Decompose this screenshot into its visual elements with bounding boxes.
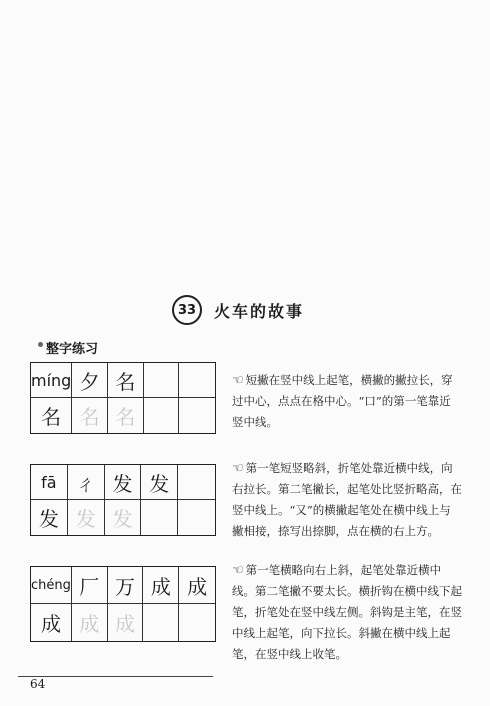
stroke-step: 发 [149, 471, 170, 496]
model-char: 名 [41, 405, 62, 429]
tip-text: 第一笔横略向右上斜，起笔处靠近横中线。第二笔撇不要太长。横折钩在横中线下起笔，折笔处在竖中线左侧。斜钩是主笔，在竖中线上起笔，向下拉长。斜撇在横中线上起笔，在竖中线上收笔。 [232, 563, 462, 661]
tip-text: 短撇在竖中线上起笔，横撇的撇拉长，穿过中心，点点在格中心。“口”的第一笔靠近竖中线。 [232, 373, 453, 429]
pinyin-text: fā [41, 472, 57, 492]
bullet-icon [38, 342, 43, 347]
pinyin-text: míng [31, 370, 72, 390]
writing-tip-fa [232, 458, 462, 542]
blank-cell[interactable] [143, 604, 179, 641]
stroke-step: ㄔ [75, 471, 96, 496]
stroke-cell [68, 465, 105, 500]
stroke-cell [141, 465, 178, 500]
writing-tip-ming [232, 370, 457, 433]
stroke-cell [72, 567, 108, 604]
practice-grid-ming [30, 362, 216, 434]
stroke-cell [143, 567, 179, 604]
page-number: 64 [30, 677, 46, 691]
blank-cell[interactable] [179, 363, 215, 398]
model-char-cell [31, 604, 72, 641]
blank-cell[interactable] [179, 398, 215, 433]
lesson-name: 火车的故事 [214, 301, 305, 321]
trace-char: 发 [75, 507, 96, 531]
stroke-cell [72, 363, 108, 398]
blank-cell[interactable] [179, 604, 215, 641]
pointing-hand-icon: ☜ [232, 373, 244, 388]
trace-cell[interactable] [108, 604, 144, 641]
lesson-title [172, 295, 304, 325]
blank-cell[interactable] [144, 363, 180, 398]
trace-char: 发 [112, 507, 133, 531]
blank-cell[interactable] [144, 398, 180, 433]
model-char: 成 [40, 612, 61, 636]
blank-cell[interactable] [141, 500, 178, 535]
trace-cell[interactable] [68, 500, 105, 535]
trace-cell[interactable] [105, 500, 142, 535]
stroke-cell [108, 363, 144, 398]
stroke-step: 发 [112, 471, 133, 496]
section-heading: 整字练习 [46, 342, 99, 357]
lesson-number-badge: 33 [172, 295, 202, 325]
model-char: 发 [38, 507, 59, 531]
stroke-step: 厂 [79, 574, 100, 599]
practice-grid-cheng [30, 566, 216, 642]
stroke-step: 成 [150, 574, 171, 599]
trace-cell[interactable] [72, 398, 108, 433]
stroke-step: 成 [187, 574, 208, 599]
stroke-step: 夕 [79, 369, 100, 394]
trace-char: 名 [79, 405, 100, 429]
model-char-cell [31, 398, 72, 433]
writing-tip-cheng [232, 560, 464, 665]
pointing-hand-icon: ☜ [232, 563, 244, 578]
pinyin-cell [31, 363, 72, 398]
stroke-cell [105, 465, 142, 500]
pinyin-cell [31, 465, 68, 500]
trace-char: 名 [115, 405, 136, 429]
stroke-step: 名 [115, 369, 136, 394]
blank-cell[interactable] [178, 500, 215, 535]
pinyin-text: chéng [31, 577, 71, 593]
practice-grid-fa [30, 464, 216, 536]
stroke-step: 万 [115, 574, 136, 599]
stroke-cell [179, 567, 215, 604]
tip-text: 第一笔短竖略斜，折笔处靠近横中线，向右拉长。第二笔撇长，起笔处比竖折略高，在竖中线上。“又”的横撇起笔处在横中线上与撇相接，捺写出捺脚，点在横的右上方。 [232, 461, 462, 538]
trace-cell[interactable] [72, 604, 108, 641]
trace-char: 成 [79, 612, 100, 636]
pointing-hand-icon: ☜ [232, 461, 244, 476]
trace-cell[interactable] [108, 398, 144, 433]
trace-char: 成 [115, 612, 136, 636]
blank-cell[interactable] [178, 465, 215, 500]
footer-rule [18, 676, 213, 677]
pinyin-cell [31, 567, 72, 604]
model-char-cell [31, 500, 68, 535]
stroke-cell [108, 567, 144, 604]
